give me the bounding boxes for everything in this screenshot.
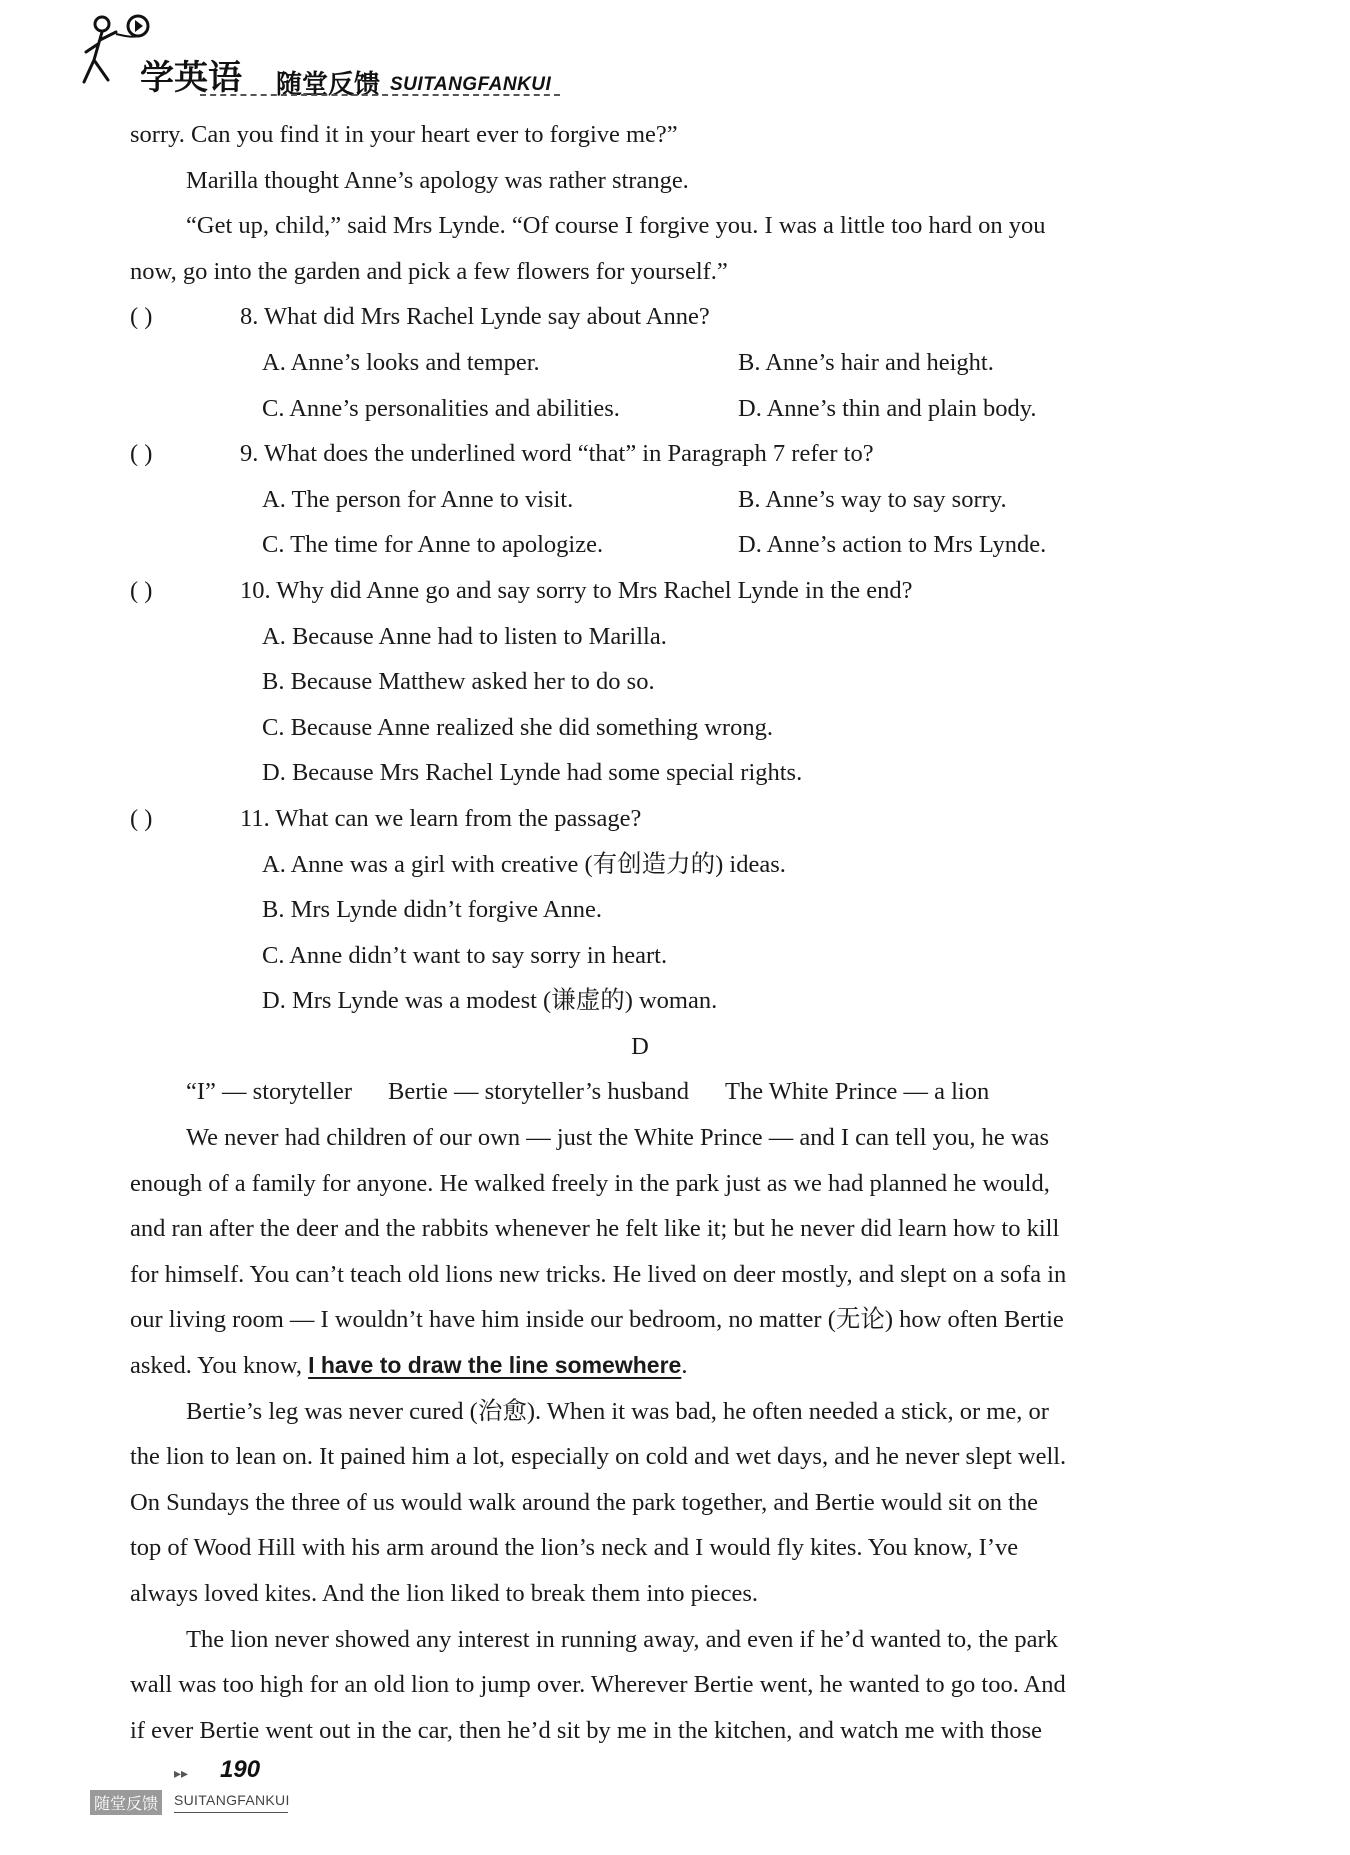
header-title: 学英语 — [140, 58, 242, 98]
passage-line: “Get up, child,” said Mrs Lynde. “Of course I forgive you. I was a little too hard on you — [186, 212, 1046, 240]
question-stem: 9. What does the underlined word “that” in Paragraph 7 refer to? — [240, 440, 874, 468]
passage-line: The lion never showed any interest in running away, and even if he’d wanted to, the park — [186, 1625, 1058, 1653]
page-footer — [90, 1750, 310, 1820]
passage-line: if ever Bertie went out in the car, then he’d sit by me in the kitchen, and watch me with those — [130, 1716, 1043, 1744]
option-d[interactable]: D. Anne’s thin and plain body. — [738, 394, 1037, 422]
option-a[interactable]: A. Anne was a girl with creative (有创造力的) ideas. — [262, 850, 786, 878]
character-list — [130, 1069, 1230, 1115]
question-8 — [130, 294, 1230, 340]
passage-line: and ran after the deer and the rabbits whenever he felt like it; but he never did learn how to kill — [130, 1215, 1060, 1243]
passage-line: We never had children of our own — just the White Prince — and I can tell you, he was — [186, 1124, 1049, 1152]
option-d[interactable]: D. Mrs Lynde was a modest (谦虚的) woman. — [262, 987, 718, 1015]
passage-text: . — [681, 1352, 688, 1380]
passage-line — [130, 1343, 1230, 1389]
answer-blank[interactable]: ( ) — [130, 440, 153, 468]
footer-divider — [174, 1812, 288, 1813]
answer-blank[interactable]: ( ) — [130, 303, 153, 331]
passage-line: now, go into the garden and pick a few flowers for yourself.” — [130, 257, 728, 285]
option-c[interactable]: C. Because Anne realized she did something wrong. — [262, 713, 773, 741]
section-label: D — [631, 1032, 649, 1060]
options-row — [130, 522, 1230, 568]
question-9 — [130, 431, 1230, 477]
passage-line: for himself. You can’t teach old lions new tricks. He lived on deer mostly, and slept on a sofa in — [130, 1260, 1067, 1288]
page-number: 190 — [220, 1756, 261, 1783]
passage-text: asked. You know, — [130, 1352, 309, 1380]
passage-line: sorry. Can you find it in your heart ever to forgive me?” — [130, 121, 678, 148]
options-row — [130, 340, 1230, 386]
option-c[interactable]: C. Anne didn’t want to say sorry in heart. — [262, 941, 668, 969]
question-stem: 10. Why did Anne go and say sorry to Mrs Rachel Lynde in the end? — [240, 576, 913, 604]
footer-label-cn: 随堂反馈 — [90, 1790, 162, 1815]
header-subtitle-cn: 随堂反馈 — [276, 70, 381, 100]
option-d[interactable]: D. Because Mrs Rachel Lynde had some special rights. — [262, 759, 803, 787]
option-a[interactable]: A. Anne’s looks and temper. — [262, 348, 540, 376]
page-header — [80, 12, 560, 112]
question-stem: 8. What did Mrs Rachel Lynde say about Anne? — [240, 303, 710, 331]
passage-line: the lion to lean on. It pained him a lot, especially on cold and wet days, and he never slept well. — [130, 1443, 1067, 1471]
option-c[interactable]: C. Anne’s personalities and abilities. — [262, 394, 620, 422]
passage-line: Bertie’s leg was never cured (治愈). When it was bad, he often needed a stick, or me, or — [186, 1397, 1049, 1425]
options-row — [130, 386, 1230, 432]
answer-blank[interactable]: ( ) — [130, 804, 153, 832]
question-11 — [130, 796, 1230, 842]
page-content — [130, 112, 1230, 1753]
option-d[interactable]: D. Anne’s action to Mrs Lynde. — [738, 531, 1047, 559]
question-10 — [130, 568, 1230, 614]
role-lion: The White Prince — a lion — [724, 1078, 990, 1106]
option-b[interactable]: B. Because Matthew asked her to do so. — [262, 668, 655, 696]
double-arrow-icon: ▸▸ — [174, 1766, 189, 1782]
option-b[interactable]: B. Anne’s hair and height. — [738, 348, 994, 376]
passage-line: On Sundays the three of us would walk around the park together, and Bertie would sit on the — [130, 1488, 1039, 1516]
passage-line: always loved kites. And the lion liked to break them into pieces. — [130, 1580, 759, 1607]
role-husband: Bertie — storyteller’s husband — [388, 1078, 689, 1106]
header-divider — [200, 94, 560, 96]
underlined-phrase: I have to draw the line somewhere — [308, 1352, 682, 1379]
option-a[interactable]: A. Because Anne had to listen to Marilla. — [262, 622, 667, 650]
question-stem: 11. What can we learn from the passage? — [240, 804, 642, 832]
option-a[interactable]: A. The person for Anne to visit. — [262, 485, 574, 513]
passage-line: top of Wood Hill with his arm around the lion’s neck and I would fly kites. You know, I’ve — [130, 1534, 1019, 1562]
passage-line: our living room — I wouldn’t have him inside our bedroom, no matter (无论) how often Bertie — [130, 1306, 1064, 1334]
option-c[interactable]: C. The time for Anne to apologize. — [262, 531, 604, 559]
option-b[interactable]: B. Anne’s way to say sorry. — [738, 485, 1007, 513]
header-subtitle-en: SUITANGFANKUI — [390, 74, 552, 95]
footer-label-en: SUITANGFANKUI — [174, 1792, 290, 1808]
answer-blank[interactable]: ( ) — [130, 576, 153, 604]
passage-line: wall was too high for an old lion to jump over. Wherever Bertie went, he wanted to go too. And — [130, 1671, 1066, 1699]
passage-line: Marilla thought Anne’s apology was rather strange. — [186, 166, 689, 194]
options-row — [130, 477, 1230, 523]
passage-line: enough of a family for anyone. He walked freely in the park just as we had planned he would, — [130, 1169, 1050, 1197]
role-storyteller: “I” — storyteller — [186, 1078, 352, 1106]
option-b[interactable]: B. Mrs Lynde didn’t forgive Anne. — [262, 896, 603, 924]
